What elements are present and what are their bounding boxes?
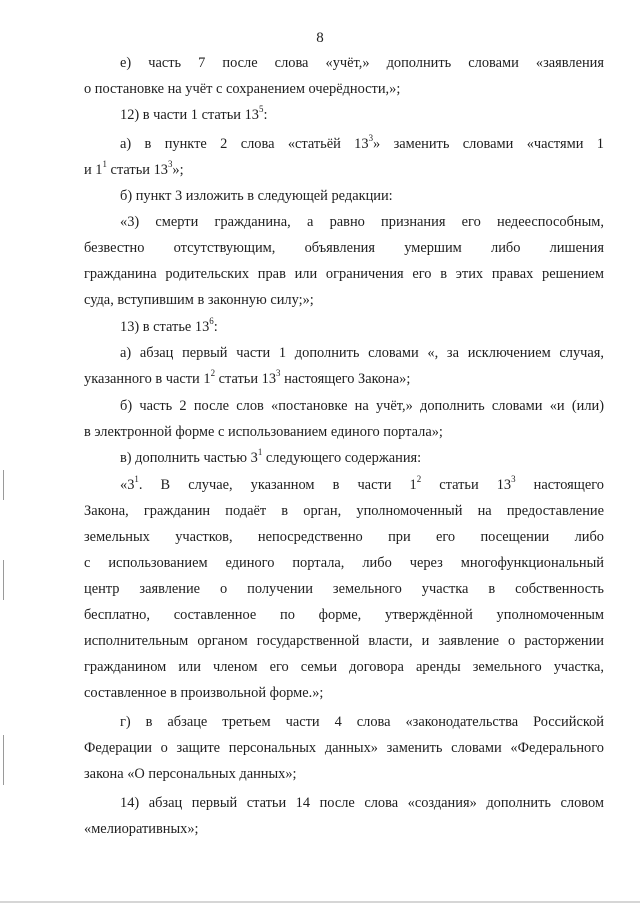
text-line-01 bbox=[120, 50, 604, 76]
scan-edge-mark bbox=[3, 560, 4, 600]
text-run: а) абзац первый части 1 дополнить словами «, за исключением случая, bbox=[120, 345, 604, 361]
text-run: Закона, гражданин подаёт в орган, уполномоченный на предоставление bbox=[84, 503, 604, 519]
text-line-09 bbox=[84, 261, 604, 287]
page-number: 8 bbox=[316, 30, 324, 46]
text-run: 12) в части 1 статьи 13 bbox=[120, 107, 259, 123]
text-run: земельных участков, непосредственно при его посещении либо bbox=[84, 529, 604, 545]
text-run: »; bbox=[172, 162, 184, 178]
text-run: статьи 13 bbox=[106, 162, 168, 178]
text-run: . В случае, указанном в части 1 bbox=[138, 477, 417, 493]
text-line-26 bbox=[120, 709, 604, 735]
text-line-04 bbox=[120, 131, 604, 157]
text-line-21 bbox=[84, 576, 604, 602]
superscript: 3 bbox=[511, 473, 516, 484]
text-line-07 bbox=[120, 209, 604, 235]
text-line-23 bbox=[84, 628, 604, 654]
scan-bottom-edge bbox=[0, 901, 640, 903]
text-run: настоящего Закона»; bbox=[280, 371, 411, 387]
text-run: о постановке на учёт с сохранением очерёдности,»; bbox=[84, 81, 401, 97]
text-line-05 bbox=[84, 157, 604, 183]
text-line-13 bbox=[84, 366, 604, 392]
text-run: статьи 13 bbox=[421, 477, 512, 493]
text-run: а) в пункте 2 слова «статьёй 13 bbox=[120, 136, 369, 152]
text-run: «3 bbox=[120, 477, 135, 493]
superscript: 3 bbox=[167, 158, 173, 169]
text-run: безвестно отсутствующим, объявления умершим либо лишения bbox=[84, 240, 604, 256]
superscript: 1 bbox=[102, 158, 107, 169]
text-line-25 bbox=[84, 680, 604, 706]
text-run: указанного в части 1 bbox=[84, 371, 211, 387]
text-run: настоящего bbox=[515, 477, 604, 493]
text-run: закона «О персональных данных»; bbox=[84, 766, 297, 782]
text-run: 13) в статье 13 bbox=[120, 319, 210, 335]
text-run: суда, вступившим в законную силу;»; bbox=[84, 292, 314, 308]
scan-edge-mark bbox=[3, 470, 4, 500]
text-line-17 bbox=[120, 472, 604, 498]
text-line-02 bbox=[84, 76, 604, 102]
text-line-14 bbox=[120, 393, 604, 419]
superscript: 1 bbox=[257, 446, 263, 457]
text-line-22 bbox=[84, 602, 604, 628]
superscript: 2 bbox=[416, 473, 422, 484]
text-run: 14) абзац первый статьи 14 после слова «создания» дополнить словом bbox=[120, 795, 604, 811]
text-run: бесплатно, составленное по форме, утверждённой уполномоченным bbox=[84, 607, 604, 623]
superscript: 2 bbox=[210, 367, 216, 378]
text-line-27 bbox=[84, 735, 604, 761]
text-line-03 bbox=[120, 102, 604, 128]
text-line-15 bbox=[84, 419, 604, 445]
text-run: следующего содержания: bbox=[262, 450, 422, 466]
text-run: и 1 bbox=[84, 162, 103, 178]
text-line-19 bbox=[84, 524, 604, 550]
text-line-29 bbox=[120, 790, 604, 816]
text-run: в электронной форме с использованием единого портала»; bbox=[84, 424, 443, 440]
text-line-20 bbox=[84, 550, 604, 576]
text-run: исполнительным органом государственной власти, и заявление о расторжении bbox=[84, 633, 604, 649]
text-run: б) пункт 3 изложить в следующей редакции: bbox=[120, 188, 393, 204]
text-line-06 bbox=[120, 183, 604, 209]
text-line-10 bbox=[84, 287, 604, 313]
text-run: в) дополнить частью 3 bbox=[120, 450, 258, 466]
text-run: статьи 13 bbox=[215, 371, 277, 387]
text-run: : bbox=[213, 319, 218, 335]
text-run: гражданином или членом его семьи договора аренды земельного участка, bbox=[84, 659, 604, 675]
superscript: 1 bbox=[134, 473, 139, 484]
superscript: 3 bbox=[276, 367, 281, 378]
text-line-24 bbox=[84, 654, 604, 680]
text-run: е) часть 7 после слова «учёт,» дополнить словами «заявления bbox=[120, 55, 604, 71]
text-run: б) часть 2 после слов «постановке на учёт,» дополнить словами «и (или) bbox=[120, 398, 604, 414]
text-run: гражданина родительских прав или ограничения его в этих правах решением bbox=[84, 266, 604, 282]
text-line-30 bbox=[84, 816, 604, 842]
text-line-12 bbox=[120, 340, 604, 366]
text-line-18 bbox=[84, 498, 604, 524]
text-run: » заменить словами «частями 1 bbox=[373, 136, 604, 152]
scan-edge-mark bbox=[3, 735, 4, 785]
text-line-28 bbox=[84, 761, 604, 787]
superscript: 3 bbox=[368, 132, 374, 143]
text-run: центр заявление о получении земельного участка в собственность bbox=[84, 581, 604, 597]
text-run: Федерации о защите персональных данных» заменить словами «Федерального bbox=[84, 740, 604, 756]
text-line-11 bbox=[120, 314, 604, 340]
text-line-08 bbox=[84, 235, 604, 261]
superscript: 6 bbox=[209, 315, 214, 326]
text-line-16 bbox=[120, 445, 604, 471]
text-run: с использованием единого портала, либо через многофункциональный bbox=[84, 555, 604, 571]
text-run: : bbox=[263, 107, 268, 123]
text-run: составленное в произвольной форме.»; bbox=[84, 685, 324, 701]
text-run: «3) смерти гражданина, а равно признания его недееспособным, bbox=[120, 214, 604, 230]
superscript: 5 bbox=[258, 103, 264, 114]
text-run: «мелиоративных»; bbox=[84, 821, 199, 837]
text-run: г) в абзаце третьем части 4 слова «законодательства Российской bbox=[120, 714, 604, 730]
